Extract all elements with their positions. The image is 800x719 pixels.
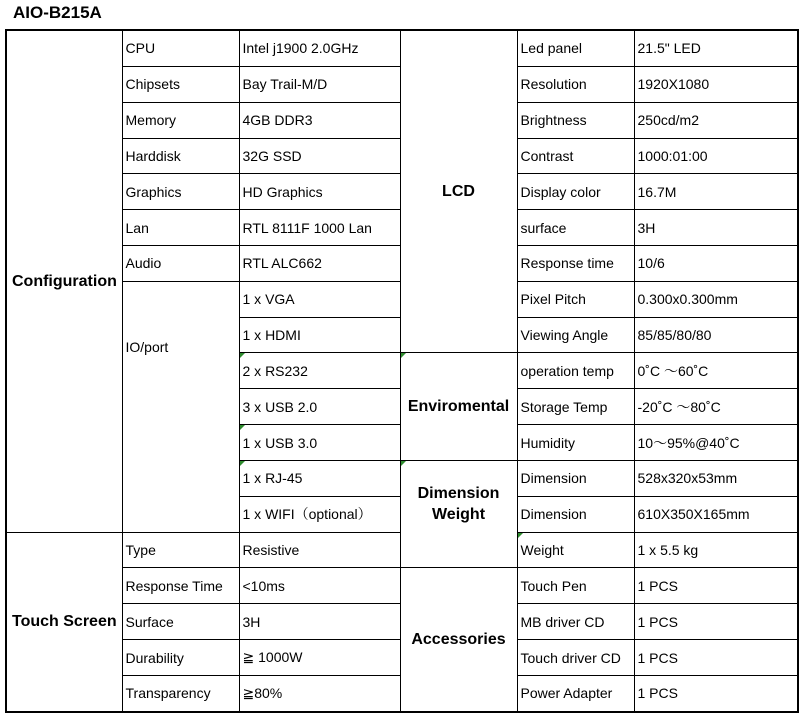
spec-value: -20˚C ～80˚C <box>634 389 798 425</box>
spec-label-io-port <box>122 281 239 532</box>
spec-label: Humidity <box>517 425 634 461</box>
spec-label: Surface <box>122 604 239 640</box>
spec-value: 1 x WIFI（optional） <box>239 496 400 532</box>
spec-value: 528x320x53mm <box>634 460 798 496</box>
group-dimension-label: Dimension <box>417 484 500 502</box>
spec-label: Weight <box>517 532 634 568</box>
spec-value: 21.5" LED <box>634 30 798 66</box>
spec-label: surface <box>517 210 634 246</box>
group-configuration: Configuration <box>6 30 122 532</box>
spec-label: Dimension <box>517 460 634 496</box>
spec-label: Display color <box>517 174 634 210</box>
spec-value: ≧80% <box>239 675 400 712</box>
spec-table <box>5 29 799 713</box>
spec-label: IO/port <box>125 338 169 355</box>
spec-value: Bay Trail-M/D <box>239 66 400 102</box>
spec-value: 0˚C ～60˚C <box>634 353 798 389</box>
group-touch-screen: Touch Screen <box>6 532 122 712</box>
spec-label: Resolution <box>517 66 634 102</box>
spec-value: 1 x VGA <box>239 281 400 317</box>
spec-label: Harddisk <box>122 138 239 174</box>
spec-label: Power Adapter <box>517 675 634 712</box>
spec-value: 610X350X165mm <box>634 496 798 532</box>
group-dimension-weight <box>400 460 517 567</box>
spec-value: 1 x RJ-45 <box>239 460 400 496</box>
spec-label: Memory <box>122 102 239 138</box>
table-row <box>6 30 798 66</box>
spec-value: 3H <box>239 604 400 640</box>
spec-value: 1 PCS <box>634 604 798 640</box>
group-accessories: Accessories <box>400 568 517 712</box>
spec-value: 1 x HDMI <box>239 317 400 353</box>
spec-label: Touch Pen <box>517 568 634 604</box>
spec-label: Chipsets <box>122 66 239 102</box>
spec-value: 2 x RS232 <box>239 353 400 389</box>
spec-value: 16.7M <box>634 174 798 210</box>
spec-label: Audio <box>122 245 239 281</box>
spec-value: 3 x USB 2.0 <box>239 389 400 425</box>
spec-label: Dimension <box>517 496 634 532</box>
spec-label: Type <box>122 532 239 568</box>
spec-label: Response time <box>517 245 634 281</box>
page-title: AIO-B215A <box>13 3 102 22</box>
spec-value: 1 x USB 3.0 <box>239 425 400 461</box>
group-weight-label: Weight <box>431 505 486 523</box>
spec-value: 1 PCS <box>634 640 798 676</box>
spec-label: Durability <box>122 640 239 676</box>
spec-value: RTL ALC662 <box>239 245 400 281</box>
spec-label: Contrast <box>517 138 634 174</box>
spec-value: 32G SSD <box>239 138 400 174</box>
spec-value: 1 PCS <box>634 675 798 712</box>
spec-value: 85/85/80/80 <box>634 317 798 353</box>
spec-label: Led panel <box>517 30 634 66</box>
spec-value: HD Graphics <box>239 174 400 210</box>
spec-label: Touch driver CD <box>517 640 634 676</box>
spec-label: Pixel Pitch <box>517 281 634 317</box>
spec-value: 3H <box>634 210 798 246</box>
group-environmental: Enviromental <box>400 353 517 460</box>
spec-value: 250cd/m2 <box>634 102 798 138</box>
spec-value: ≧ 1000W <box>239 640 400 676</box>
spec-value: 1920X1080 <box>634 66 798 102</box>
spec-label: Transparency <box>122 675 239 712</box>
table-row <box>6 568 798 604</box>
spec-label: MB driver CD <box>517 604 634 640</box>
spec-label: Lan <box>122 210 239 246</box>
spec-value: 1 PCS <box>634 568 798 604</box>
spec-value: 1 x 5.5 kg <box>634 532 798 568</box>
spec-label: Graphics <box>122 174 239 210</box>
spec-value: 10～95%@40˚C <box>634 425 798 461</box>
spec-label: Viewing Angle <box>517 317 634 353</box>
spec-value: <10ms <box>239 568 400 604</box>
spec-value: 1000:01:00 <box>634 138 798 174</box>
spec-label: Brightness <box>517 102 634 138</box>
spec-value: Intel j1900 2.0GHz <box>239 30 400 66</box>
spec-label: Storage Temp <box>517 389 634 425</box>
spec-value: 10/6 <box>634 245 798 281</box>
spec-value: 0.300x0.300mm <box>634 281 798 317</box>
spec-label: CPU <box>122 30 239 66</box>
spec-value: RTL 8111F 1000 Lan <box>239 210 400 246</box>
spec-value: 4GB DDR3 <box>239 102 400 138</box>
spec-label: Response Time <box>122 568 239 604</box>
group-lcd: LCD <box>400 30 517 353</box>
spec-label: operation temp <box>517 353 634 389</box>
spec-value: Resistive <box>239 532 400 568</box>
